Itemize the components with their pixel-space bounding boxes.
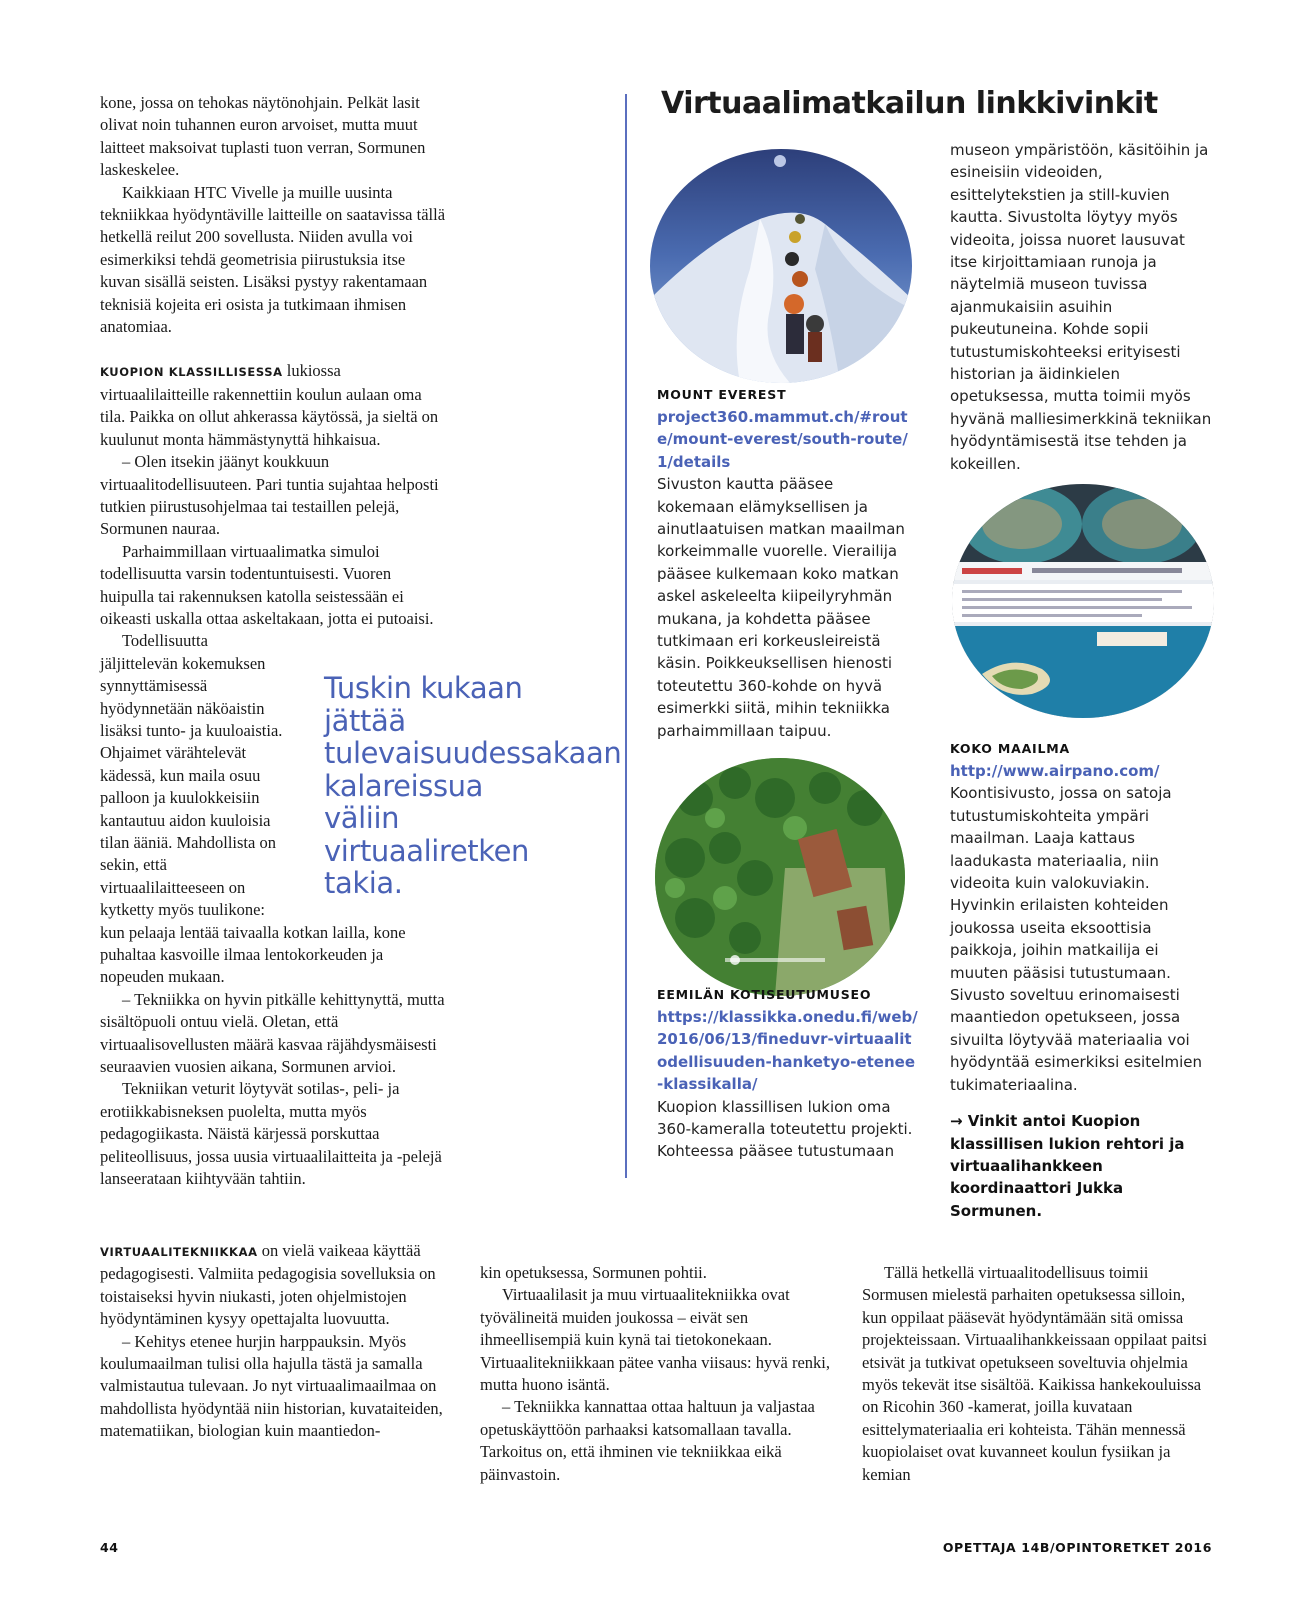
paragraph-text: lukiossa virtuaalilaitteille rakennettiin koulun aulaan oma tila. Paikka on ollut ahkerassa käytössä, ja sieltä on kuulunut monta hämmästynyttä hihkaisua. bbox=[100, 361, 439, 449]
entry-text: museon ympäristöön, käsitöihin ja esineisiin videoiden, esittelytekstien ja still-kuvien kautta. Sivustolta löytyy myös videoita, joissa nuoret lausuvat itse kirjoittamiaan runoja ja näytelmiä museon tuvissa ajanmukaisiin asuihin pukeutuneina. Kohde sopii tutustumiskohteeksi erityisesti historian ja äidinkielen opetuksessa, mutta toimii myös hyvänä malliesimerkkinä tekniikan hyödyntämisestä itse tehden ja kokeillen. bbox=[950, 141, 1212, 473]
lead-in: VIRTUAALITEKNIIKKAA bbox=[100, 1245, 258, 1259]
paragraph-text: on vielä vaikeaa käyttää pedagogisesti. Valmiita pedagogisia sovelluksia on toistaiseksi hyvin niukasti, joten ohjelmistojen hyödyntäminen kysyy opettajalta luovuutta. bbox=[100, 1241, 436, 1329]
article-column-left bbox=[100, 92, 447, 1191]
paragraph: kone, jossa on tehokas näytönohjain. Pelkät lasit olivat noin tuhannen euron arvoiset, mutta muut laitteet maksoivat tuplasti tuon verran, Sormunen laskeskelee. bbox=[100, 93, 426, 180]
entry-link[interactable]: https://klassikka.onedu.fi/web/2016/06/13/fineduvr-virtuaalitodellisuuden-hanketyo-etenee-klassikalla/ bbox=[657, 1008, 918, 1094]
paragraph: kun pelaaja lentää taivaalla kotkan lailla, kone puhaltaa kasvoille ilmaa lentokorkeuden ja nopeuden mukaan. bbox=[100, 922, 406, 987]
paragraph-wrapped: Todellisuutta jäljittelevän kokemuksen synnyttämisessä hyödynnetään näköaistin lisäksi tunto- ja kuuloaistia. Ohjaimet värähtelevät kädessä, kun maila osuu palloon ja kuulokkeisiin kantautuu aidon kuuloisia tilan ääniä. Mahdollista on sekin, että virtuaalilaitteeseen on kytketty myös tuulikone: bbox=[100, 631, 283, 920]
paragraph: – Tekniikka kannattaa ottaa haltuun ja valjastaa opetuskäyttöön parhaaksi katsomallaan tavalla. Tarkoitus on, että ihminen vie tekniikkaa eikä päinvastoin. bbox=[480, 1397, 815, 1484]
sidebar-title: Virtuaalimatkailun linkkivinkit bbox=[661, 86, 1158, 121]
bottom-column-3 bbox=[862, 1262, 1212, 1486]
sidebar-entry-koko-maailma bbox=[950, 738, 1212, 1222]
paragraph: – Kehitys etenee hurjin harppauksin. Myös koulumaailman tulisi olla hajulla tästä ja samalla valmistautua tulevaan. Jo nyt virtuaalimaailmaa on mahdollista hyödyntää niin historian, kuvataiteiden, matematiikan, biologian kuin maantiedon- bbox=[100, 1331, 443, 1441]
paragraph: – Olen itsekin jäänyt koukkuun virtuaalitodellisuuteen. Pari tuntia sujahtaa helposti tutkien piirustusohjelmaa tai testaillen pelejä, Sormunen nauraa. bbox=[100, 452, 439, 539]
paragraph: Tällä hetkellä virtuaalitodellisuus toimii Sormusen mielestä parhaiten opetuksessa silloin, kun oppilaat pääsevät hyödyntämään sitä omissa projekteissaan. Virtuaalihankkeissaan oppilaat paitsi etsivät ja tutkivat opetukseen soveltuvia ohjelmia myös tekevät itse sisältöä. Kaikissa hankekouluissa on Ricohin 360 -kamerat, joilla kuvataan esittelymateriaalia eri kohteista. Tähän mennessä kuopiolaiset ovat kuvanneet koulun fysiikan ja kemian bbox=[862, 1263, 1208, 1484]
sidebar-entry-eemila bbox=[657, 984, 921, 1163]
everest-photo bbox=[650, 149, 912, 383]
sidebar-entry-everest bbox=[657, 384, 909, 742]
paragraph: Virtuaalilasit ja muu virtuaalitekniikka ovat työvälineitä muiden joukossa – eivät sen ihmeellisempiä kuin kynä tai tietokonekaan. Virtuaalitekniikkaan pätee vanha viisaus: hyvä renki, mutta huono isäntä. bbox=[480, 1285, 830, 1395]
paragraph: – Tekniikka on hyvin pitkälle kehittynyttä, mutta sisältöpuoli ontuu vielä. Oletan, että virtuaalisovellusten määrä kasvaa räjähdysmäisesti seuraavien vuosien aikana, Sormunen arvioi. bbox=[100, 989, 445, 1077]
entry-heading: EEMILÄN KOTISEUTUMUSEO bbox=[657, 987, 872, 1002]
page-number: 44 bbox=[100, 1540, 119, 1555]
paragraph: Tekniikan veturit löytyvät sotilas-, peli- ja erotiikkabisneksen puolelta, mutta myös pedagogiikasta. Näistä kärjessä porskuttaa peliteollisuus, jossa uusia virtuaalilaitteita ja -pelejä lanseerataan kiihtyvään tahtiin. bbox=[100, 1079, 442, 1189]
publication-name: OPETTAJA 14B/OPINTORETKET 2016 bbox=[942, 1540, 1212, 1555]
paragraph: kin opetuksessa, Sormunen pohtii. bbox=[480, 1263, 707, 1282]
airpano-photo bbox=[952, 484, 1214, 718]
bottom-column-1 bbox=[100, 1240, 450, 1443]
paragraph: Kaikkiaan HTC Vivelle ja muille uusinta tekniikkaa hyödyntäville laitteille on saatavissa tällä hetkellä reilut 200 sovellusta. Niiden avulla voi esimerkiksi tehdä geometrisia piirustuksia itse kuvan sisällä seisten. Lisäksi pystyy rakentamaan teknisiä kojeita eri osista ja tutkimaan ihmisen anatomiaa. bbox=[100, 182, 446, 337]
entry-link[interactable]: project360.mammut.ch/#route/mount-everest/south-route/1/details bbox=[657, 408, 908, 471]
paragraph bbox=[100, 360, 447, 451]
sidebar-credit: → Vinkit antoi Kuopion klassillisen lukion rehtori ja virtuaalihankkeen koordinaattori Jukka Sormunen. bbox=[950, 1112, 1185, 1220]
eemila-museum-photo bbox=[655, 758, 905, 996]
lead-in: KUOPION KLASSILLISESSA bbox=[100, 365, 283, 380]
entry-link[interactable]: http://www.airpano.com/ bbox=[950, 762, 1160, 780]
entry-text: Sivuston kautta pääsee kokemaan elämyksellisen ja ainutlaatuisen matkan maailman korkeimmalle vuorelle. Vierailija pääsee kulkemaan koko matkan askel askeleelta kiipeilyryhmän mukana, ja kohdetta pääsee tutkimaan eri korkeusleireistä käsin. Poikkeuksellisen hienosti toteutettu 360-kohde on hyvä esimerkki siitä, mihin tekniikka parhaimmillaan taipuu. bbox=[657, 475, 905, 740]
entry-heading: KOKO MAAILMA bbox=[950, 741, 1070, 756]
column-divider bbox=[625, 94, 627, 1178]
sidebar-entry-eemila-continued bbox=[950, 139, 1212, 475]
entry-text: Koontisivusto, jossa on satoja tutustumiskohteita ympäri maailman. Laaja kattaus laadukasta materiaalia, niin videoita kuin valokuviakin. Hyvinkin erilaisten kohteiden joukossa useita eksoottisia paikkoja, joihin matkailija ei muuten pääsisi tutustumaan. Sivusto soveltuu erinomaisesti maantiedon opetukseen, jossa sivuilta löytyvää materiaalia voi hyödyntää esimerkiksi esitelmien tukimateriaalina. bbox=[950, 784, 1203, 1094]
pull-quote: Tuskin kukaan jättää tulevaisuudessakaan kalareissua väliin virtuaaliretken takia. bbox=[324, 671, 622, 900]
paragraph: Parhaimmillaan virtuaalimatka simuloi todellisuutta varsin todentuntuisesti. Vuoren huipulla tai rakennuksen katolla seistessään ei oikeasti uskalla ottaa askeltakaan, jotta ei putoaisi. bbox=[100, 541, 434, 628]
paragraph bbox=[100, 1240, 450, 1331]
bottom-column-2 bbox=[480, 1262, 834, 1486]
entry-heading: MOUNT EVEREST bbox=[657, 387, 787, 402]
entry-text: Kuopion klassillisen lukion oma 360-kameralla toteutettu projekti. Kohteessa pääsee tutustumaan bbox=[657, 1097, 913, 1161]
